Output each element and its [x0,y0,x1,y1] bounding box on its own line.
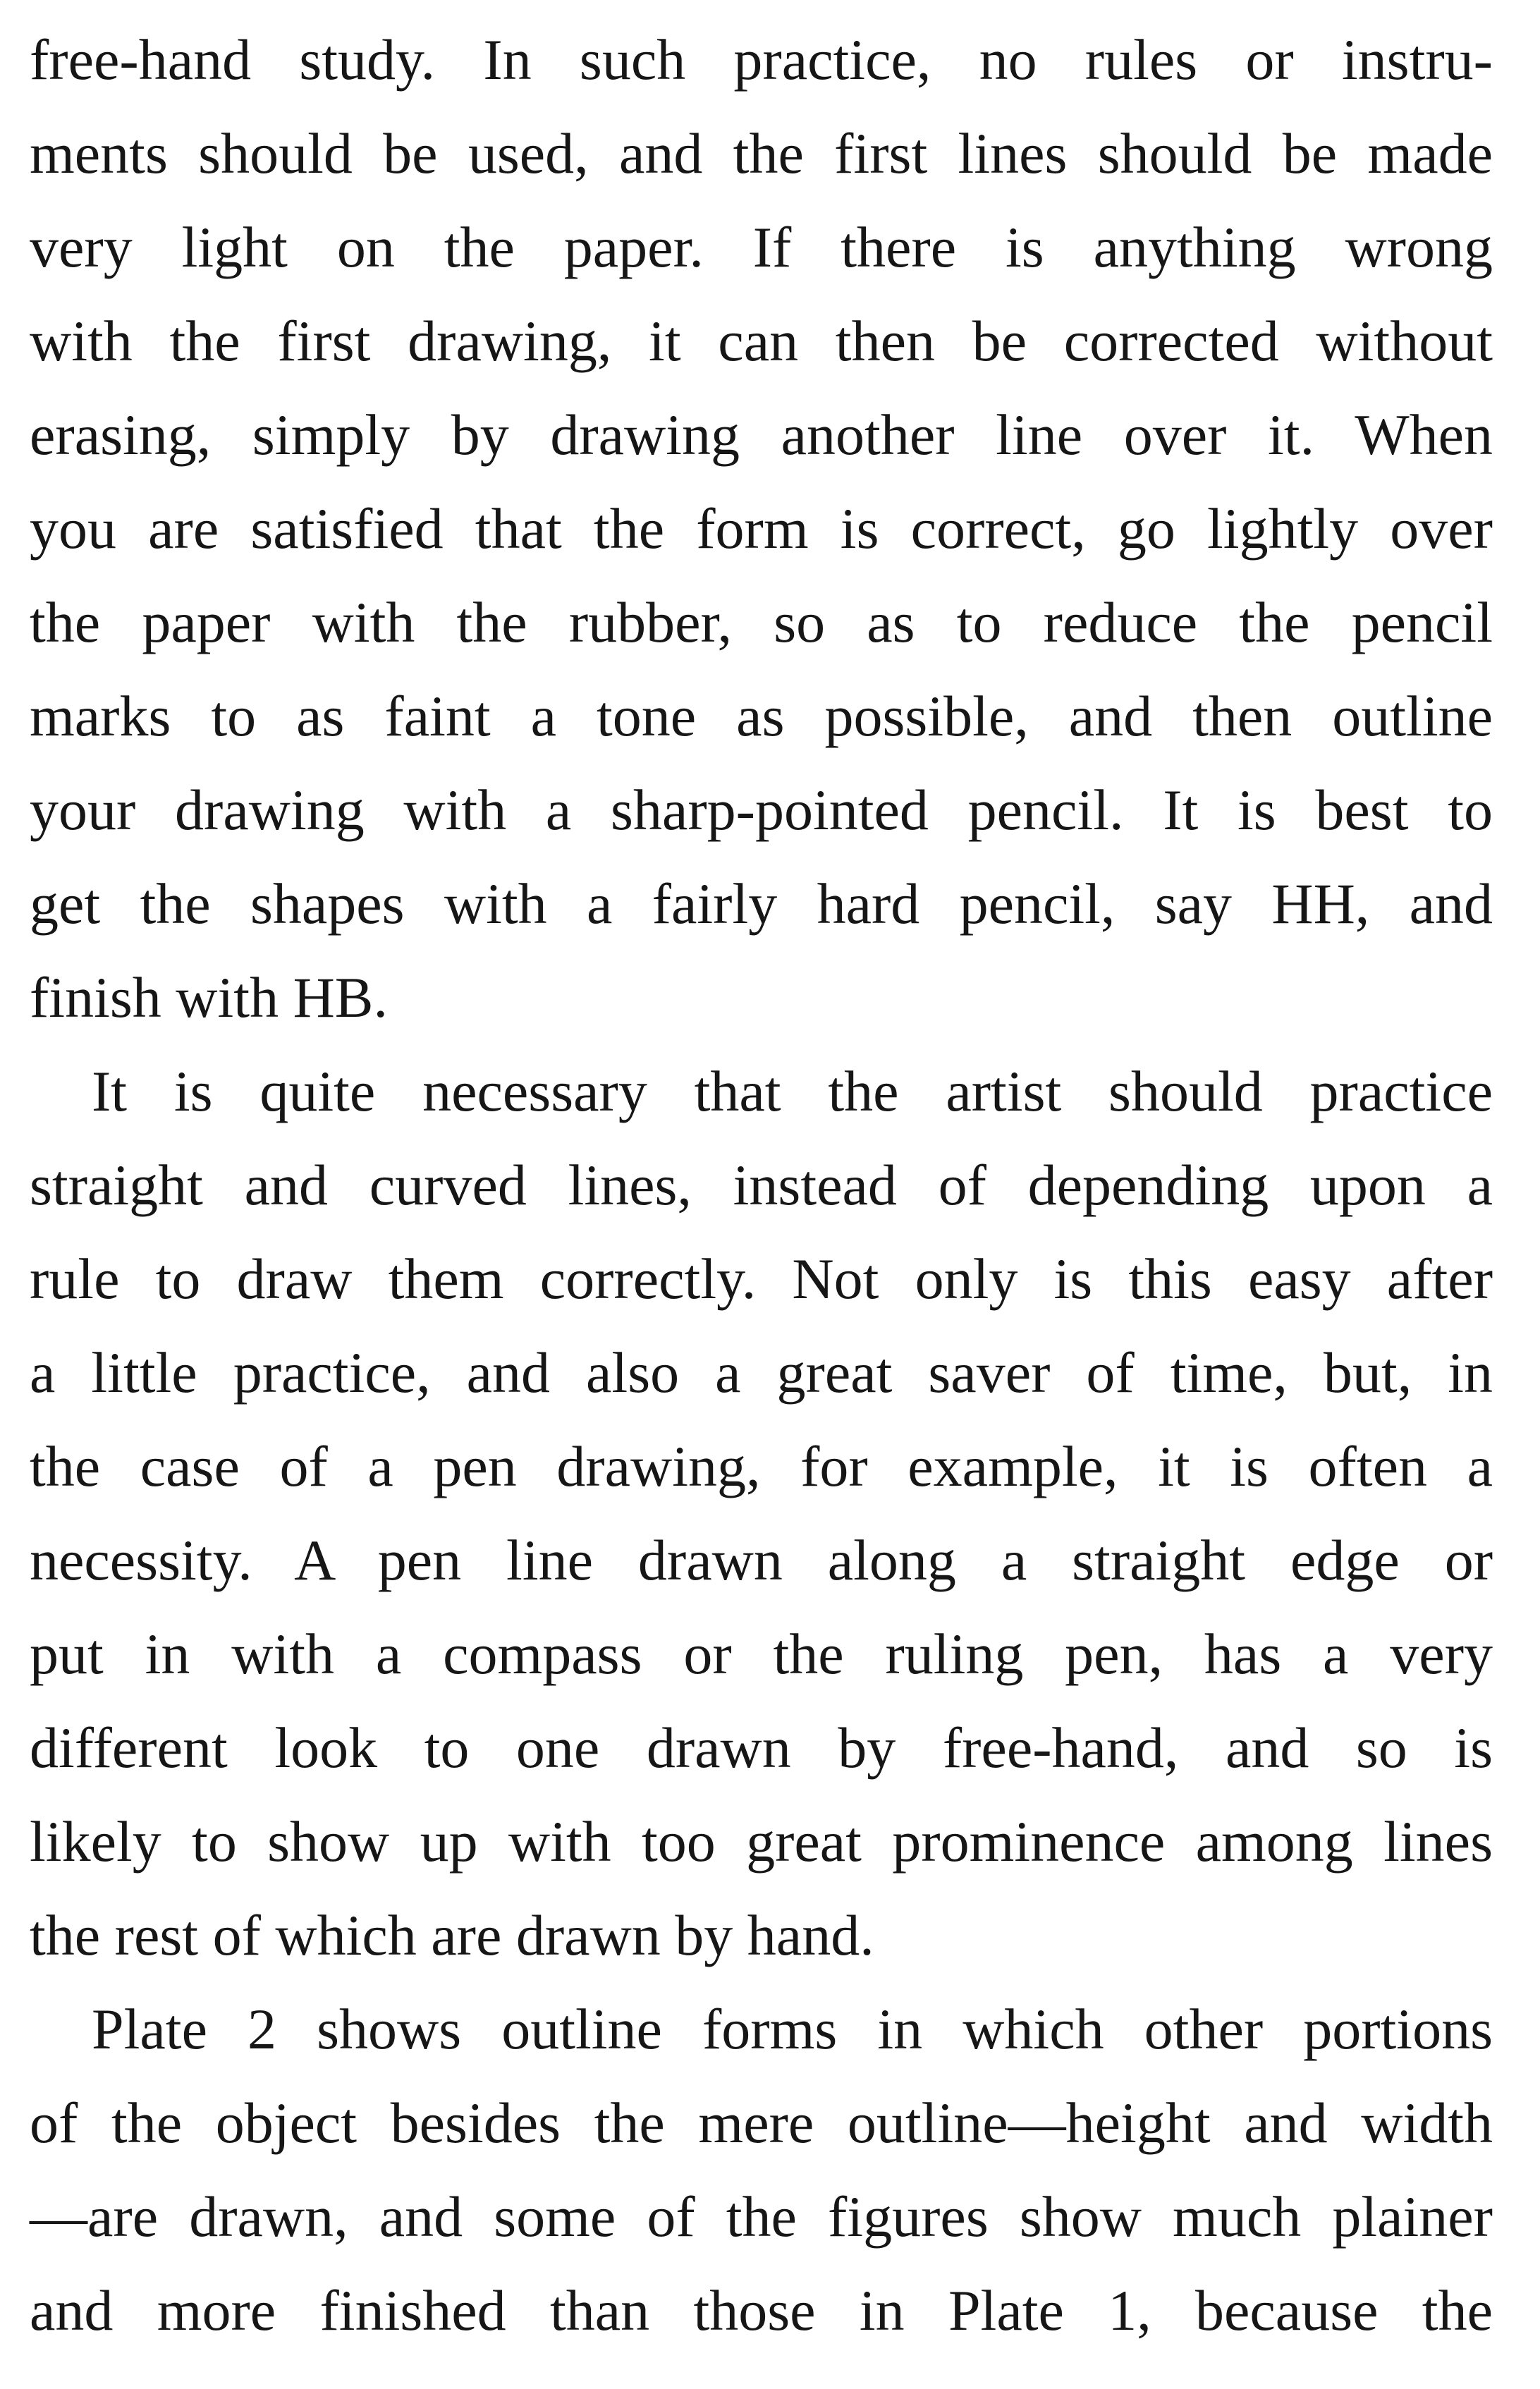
text-line: Plate 2 shows outline forms in which other portions [92,1997,1493,2061]
text-line: get the shapes with a fairly hard pencil, say HH, and [30,872,1493,936]
text-line: rule to draw them correctly. Not only is this easy after [30,1247,1493,1311]
text-line: your drawing with a sharp-pointed pencil. It is best to [30,778,1493,842]
text-line: the rest of which are drawn by hand. [30,1903,874,1967]
body-text [30,13,1493,2357]
text-line: the case of a pen drawing, for example, it is often a [30,1434,1493,1498]
text-line: —are drawn, and some of the figures show much plainer [30,2185,1493,2249]
text-line: free-hand study. In such practice, no rules or instru- [30,28,1493,92]
text-line: straight and curved lines, instead of depending upon a [30,1153,1493,1217]
text-line: erasing, simply by drawing another line over it. When [30,403,1493,467]
text-line: you are satisfied that the form is correct, go lightly over [30,496,1493,561]
text-line: a little practice, and also a great saver of time, but, in [30,1340,1493,1405]
text-line: likely to show up with too great prominence among lines [30,1809,1493,1874]
text-line: very light on the paper. If there is anything wrong [30,215,1493,279]
text-line: necessity. A pen line drawn along a straight edge or [30,1528,1493,1592]
paragraph-2 [30,1044,1493,1982]
text-line: marks to as faint a tone as possible, and then outline [30,684,1493,748]
text-line: the paper with the rubber, so as to reduce the pencil [30,590,1493,654]
text-line: It is quite necessary that the artist should practice [92,1059,1493,1123]
text-line: with the first drawing, it can then be corrected without [30,309,1493,373]
text-line: and more finished than those in Plate 1, because the [30,2278,1493,2342]
text-line: different look to one drawn by free-hand, and so is [30,1716,1493,1780]
paragraph-1 [30,13,1493,1044]
text-line: of the object besides the mere outline—height and width [30,2091,1493,2155]
text-line: put in with a compass or the ruling pen, has a very [30,1622,1493,1686]
paragraph-3 [30,1982,1493,2357]
text-line: ments should be used, and the first lines should be made [30,121,1493,185]
text-line: finish with HB. [30,965,388,1029]
